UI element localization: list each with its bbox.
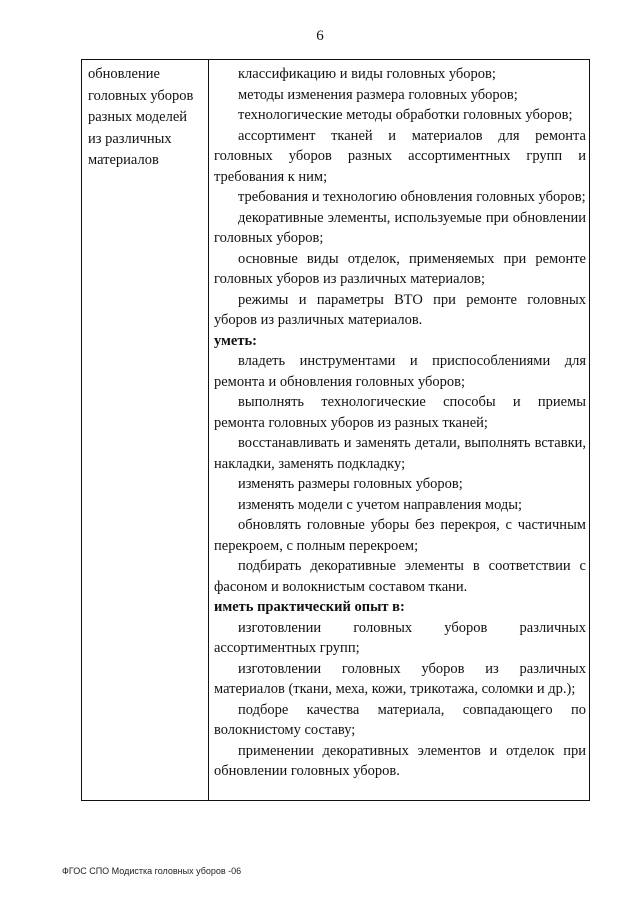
practice-item: подборе качества материала, совпадающего по волокнистому составу; — [214, 701, 586, 738]
knowledge-item: режимы и параметры ВТО при ремонте головных уборов из различных материалов. — [214, 291, 586, 328]
module-title-line: разных моделей — [88, 109, 188, 125]
practice-item: применении декоративных элементов и отделок при обновлении головных уборов. — [214, 742, 586, 779]
practice-item: изготовлении головных уборов из различных материалов (ткани, меха, кожи, трикотажа, соломки и др.); — [214, 660, 586, 697]
column-divider — [208, 60, 209, 800]
module-title-line: обновление — [88, 66, 160, 82]
skill-item: владеть инструментами и приспособлениями для ремонта и обновления головных уборов; — [214, 353, 586, 390]
module-title-cell — [88, 64, 206, 172]
knowledge-item: требования и технологию обновления головных уборов; — [238, 189, 586, 205]
competency-table — [81, 59, 590, 801]
document-footer: ФГОС СПО Модистка головных уборов -06 — [62, 866, 242, 876]
skills-heading: уметь: — [214, 332, 257, 349]
skill-item: обновлять головные уборы без перекроя, с частичным перекроем, с полным перекроем; — [214, 517, 586, 554]
practice-item: изготовлении головных уборов различных ассортиментных групп; — [214, 619, 586, 656]
requirements-cell — [214, 64, 586, 782]
skill-item: восстанавливать и заменять детали, выполнять вставки, накладки, заменять подкладку; — [214, 435, 586, 472]
module-title-line: головных уборов — [88, 87, 194, 104]
knowledge-item: основные виды отделок, применяемых при ремонте головных уборов из различных материалов; — [214, 250, 586, 287]
skill-item: изменять модели с учетом направления моды; — [238, 496, 523, 513]
module-title-line: из различных — [88, 130, 172, 147]
page-number: 6 — [316, 28, 324, 44]
practice-heading: иметь практический опыт в: — [214, 599, 405, 615]
module-title-line: материалов — [88, 152, 159, 168]
skill-item: выполнять технологические способы и приемы ремонта головных уборов из разных тканей; — [214, 394, 586, 431]
knowledge-item: классификацию и виды головных уборов; — [238, 66, 496, 82]
knowledge-item: технологические методы обработки головных уборов; — [238, 107, 573, 123]
knowledge-item: методы изменения размера головных уборов; — [238, 86, 518, 103]
skill-item: изменять размеры головных уборов; — [238, 476, 463, 492]
skill-item: подбирать декоративные элементы в соответствии с фасоном и волокнистым составом ткани. — [214, 558, 586, 595]
knowledge-item: ассортимент тканей и материалов для ремонта головных уборов разных ассортиментных групп и требования к ним; — [214, 127, 586, 185]
knowledge-item: декоративные элементы, используемые при обновлении головных уборов; — [214, 209, 586, 246]
